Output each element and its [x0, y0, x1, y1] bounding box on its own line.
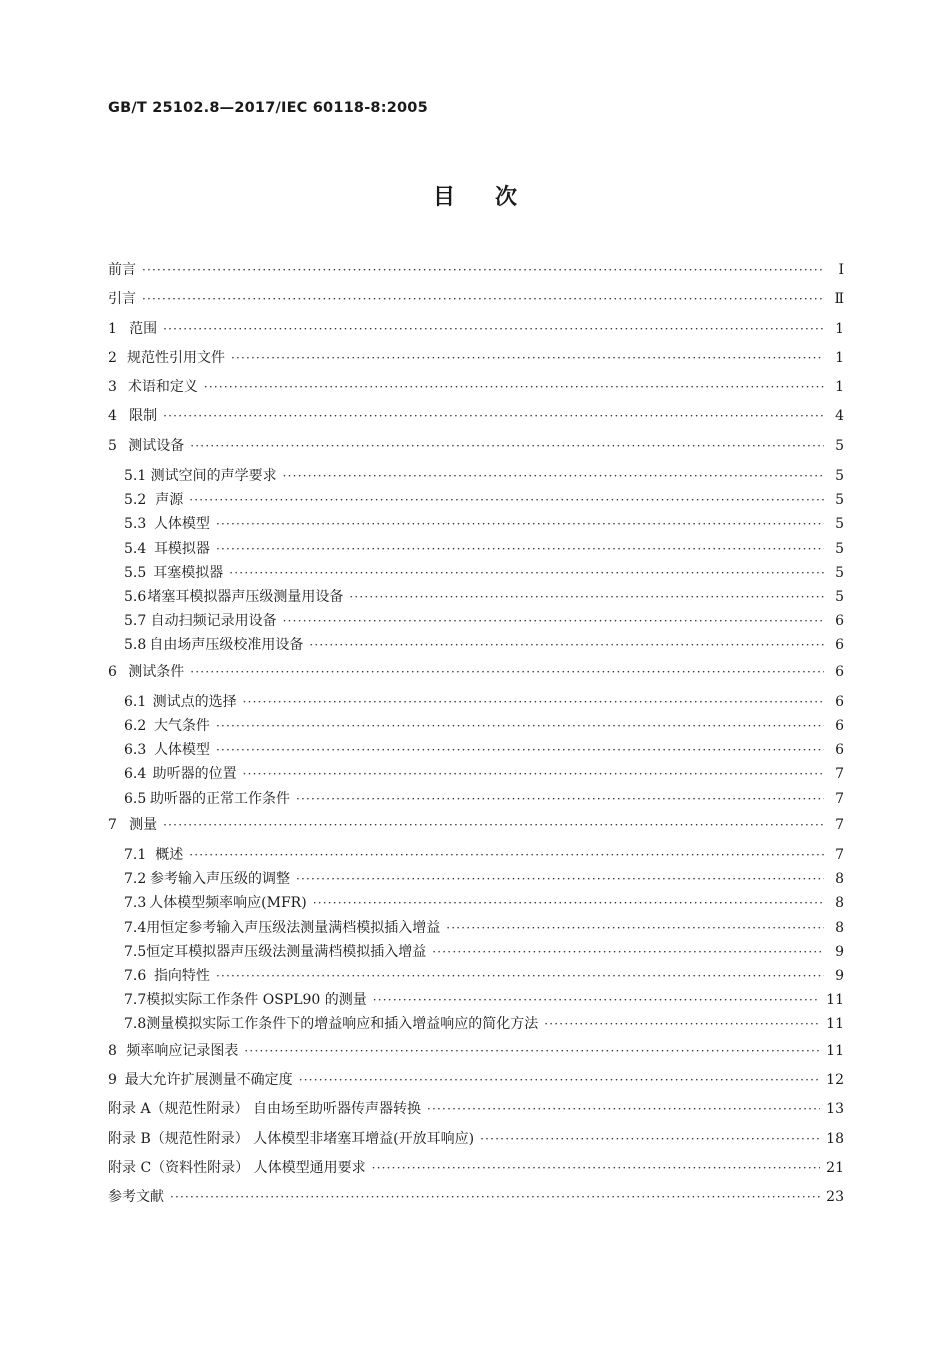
- toc-entry-label: 测试设备: [128, 437, 185, 454]
- toc-entry-number: 7.3: [124, 895, 147, 912]
- toc-entry[interactable]: [108, 964, 844, 988]
- toc-dot-leader: [170, 1183, 820, 1212]
- toc-entry-label: 耳模拟器: [153, 540, 210, 557]
- toc-entry-number: 8: [108, 1042, 117, 1059]
- toc-entry-number: 5.2: [124, 492, 147, 509]
- toc-entry-number: 5.5: [124, 564, 147, 581]
- toc-entry-label: 耳塞模拟器: [153, 564, 224, 581]
- toc-entry[interactable]: [108, 787, 844, 811]
- toc-entry[interactable]: [108, 512, 844, 536]
- toc-dot-leader: [163, 315, 824, 344]
- toc-entry-label: 自由场声压级校准用设备: [149, 637, 304, 654]
- toc-entry[interactable]: [108, 658, 844, 687]
- toc-entry-number: 5.3: [124, 516, 147, 533]
- toc-entry-number: 5.7: [124, 613, 147, 630]
- toc-entry[interactable]: [108, 633, 844, 657]
- toc-dot-leader: [313, 891, 824, 915]
- toc-entry-number: 5.4: [124, 540, 147, 557]
- toc-entry[interactable]: [108, 811, 844, 840]
- toc-entry[interactable]: [108, 1183, 844, 1212]
- toc-entry-page: 7: [835, 816, 844, 833]
- toc-entry-number: 6.2: [124, 718, 147, 735]
- toc-entry-number: 7.2: [124, 871, 147, 888]
- toc-entry-label: 助听器的位置: [152, 766, 237, 783]
- toc-entry-label: 测试条件: [128, 663, 185, 680]
- toc-entry[interactable]: [108, 537, 844, 561]
- toc-entry-label: 测量: [129, 816, 158, 833]
- toc-entry[interactable]: [108, 561, 844, 585]
- toc-entry-label: 频率响应记录图表: [126, 1042, 239, 1059]
- toc-entry[interactable]: [108, 988, 844, 1012]
- toc-entry-label: 堵塞耳模拟器声压级测量用设备: [147, 589, 344, 606]
- toc-dot-leader: [190, 432, 824, 461]
- toc-dot-leader: [349, 585, 824, 609]
- toc-entry[interactable]: [108, 609, 844, 633]
- toc-entry-label: 引言: [108, 291, 136, 308]
- toc-entry-number: 6.1: [124, 693, 147, 710]
- toc-entry-page: 6: [835, 718, 844, 735]
- toc-entry[interactable]: [108, 940, 844, 964]
- toc-entry-page: 1: [835, 349, 844, 366]
- toc-dot-leader: [299, 1066, 820, 1095]
- toc-entry-page: 8: [835, 919, 844, 936]
- toc-entry[interactable]: [108, 867, 844, 891]
- toc-entry-page: 4: [835, 408, 844, 425]
- toc-entry-number: 6.4: [124, 766, 147, 783]
- toc-entry-label: 人体模型: [153, 516, 210, 533]
- toc-entry[interactable]: [108, 432, 844, 461]
- toc-entry-label: 附录 C（资料性附录） 人体模型通用要求: [108, 1159, 366, 1176]
- toc-entry-label: 前言: [108, 262, 136, 278]
- toc-entry-page: 5: [835, 437, 844, 454]
- toc-entry-page: 21: [826, 1159, 844, 1176]
- toc-entry-number: 5.1: [124, 468, 147, 485]
- toc-dot-leader: [163, 811, 824, 840]
- toc-dot-leader: [243, 690, 824, 714]
- toc-dot-leader: [296, 867, 824, 891]
- toc-entry-page: 8: [835, 871, 844, 888]
- toc-dot-leader: [189, 488, 824, 512]
- toc-entry-label: 测试空间的声学要求: [150, 468, 277, 485]
- toc-entry-page: 11: [826, 1042, 844, 1059]
- toc-entry-label: 自动扫频记录用设备: [150, 613, 277, 630]
- toc-entry-page: 6: [835, 742, 844, 759]
- toc-entry[interactable]: [108, 1125, 844, 1154]
- toc-entry-label: 参考文献: [108, 1189, 164, 1206]
- toc-entry-label: 模拟实际工作条件 OSPL90 的测量: [146, 992, 367, 1009]
- toc-entry-page: 5: [835, 540, 844, 557]
- toc-entry-label: 指向特性: [153, 968, 210, 985]
- toc-entry-page: 5: [835, 492, 844, 509]
- toc-title: 目次: [432, 185, 557, 210]
- toc-dot-leader: [216, 964, 824, 988]
- toc-entry-label: 术语和定义: [127, 379, 198, 396]
- toc-entry-number: 6: [108, 663, 117, 680]
- toc-dot-leader: [480, 1125, 820, 1154]
- table-of-contents: [108, 256, 844, 1212]
- toc-entry-page: 7: [835, 847, 844, 864]
- toc-dot-leader: [204, 373, 824, 402]
- toc-entry-page: 9: [835, 943, 844, 960]
- toc-entry[interactable]: [108, 344, 844, 373]
- toc-entry[interactable]: [108, 916, 844, 940]
- toc-entry-page: 11: [826, 992, 844, 1009]
- toc-entry-label: 限制: [129, 408, 158, 425]
- toc-entry-number: 7.8: [124, 1016, 147, 1033]
- toc-entry-number: 5.6: [124, 589, 147, 606]
- toc-entry-label: 概述: [155, 847, 184, 864]
- toc-entry-page: 5: [835, 516, 844, 533]
- toc-entry[interactable]: [108, 373, 844, 402]
- toc-entry-label: 最大允许扩展测量不确定度: [124, 1071, 293, 1088]
- toc-entry-label: 附录 B（规范性附录） 人体模型非堵塞耳增益(开放耳响应): [108, 1130, 475, 1147]
- toc-entry-number: 2: [108, 349, 117, 366]
- toc-entry-page: 7: [835, 790, 844, 807]
- toc-entry[interactable]: [108, 891, 844, 915]
- toc-entry[interactable]: [108, 285, 844, 314]
- toc-dot-leader: [163, 402, 824, 431]
- toc-entry-page: 5: [835, 564, 844, 581]
- toc-entry-label: 大气条件: [153, 718, 210, 735]
- standard-code-header: GB/T 25102.8—2017/IEC 60118-8:2005: [108, 100, 428, 116]
- toc-dot-leader: [372, 1154, 821, 1183]
- toc-entry-page: 6: [835, 637, 844, 654]
- toc-entry[interactable]: [108, 690, 844, 714]
- toc-entry[interactable]: [108, 402, 844, 431]
- toc-dot-leader: [283, 464, 824, 488]
- toc-dot-leader: [216, 714, 824, 738]
- toc-dot-leader: [216, 512, 824, 536]
- toc-entry-number: 1: [108, 320, 117, 337]
- toc-dot-leader: [283, 609, 824, 633]
- toc-entry-label: 人体模型频率响应(MFR): [149, 895, 307, 912]
- toc-entry-page: Ⅰ: [838, 262, 844, 278]
- toc-entry-label: 测试点的选择: [152, 693, 237, 710]
- toc-entry-number: 7.4: [124, 919, 147, 936]
- toc-entry-number: 7: [108, 816, 117, 833]
- toc-dot-leader: [142, 256, 824, 285]
- toc-entry-number: 7.7: [124, 992, 147, 1009]
- toc-dot-leader: [309, 633, 824, 657]
- toc-entry-page: 7: [835, 766, 844, 783]
- toc-entry-label: 规范性引用文件: [126, 349, 225, 366]
- toc-entry-page: 18: [826, 1130, 844, 1147]
- toc-entry[interactable]: [108, 843, 844, 867]
- toc-entry[interactable]: [108, 1037, 844, 1066]
- toc-entry[interactable]: [108, 256, 844, 285]
- toc-entry[interactable]: [108, 738, 844, 762]
- toc-entry-number: 7.1: [124, 847, 147, 864]
- toc-entry-page: 6: [835, 693, 844, 710]
- toc-dot-leader: [190, 658, 824, 687]
- toc-entry[interactable]: [108, 714, 844, 738]
- toc-entry-number: 3: [108, 379, 117, 396]
- toc-entry-label: 测量模拟实际工作条件下的增益响应和插入增益响应的简化方法: [146, 1016, 539, 1033]
- toc-dot-leader: [244, 1037, 820, 1066]
- toc-dot-leader: [216, 738, 824, 762]
- toc-entry-page: 11: [826, 1016, 844, 1033]
- toc-entry-label: 人体模型: [153, 742, 210, 759]
- toc-entry-page: 8: [835, 895, 844, 912]
- toc-dot-leader: [229, 561, 824, 585]
- toc-entry[interactable]: [108, 1095, 844, 1124]
- toc-entry-page: 23: [826, 1189, 844, 1206]
- toc-entry-label: 附录 A（规范性附录） 自由场至助听器传声器转换: [108, 1101, 422, 1118]
- toc-entry-number: 5.8: [124, 637, 147, 654]
- toc-entry-page: 1: [835, 320, 844, 337]
- toc-entry[interactable]: [108, 762, 844, 786]
- toc-dot-leader: [189, 843, 824, 867]
- toc-entry-number: 9: [108, 1071, 117, 1088]
- toc-entry-page: 5: [835, 589, 844, 606]
- toc-dot-leader: [296, 787, 824, 811]
- toc-dot-leader: [231, 344, 824, 373]
- toc-entry[interactable]: [108, 315, 844, 344]
- toc-dot-leader: [243, 762, 824, 786]
- toc-entry[interactable]: [108, 585, 844, 609]
- toc-entry[interactable]: [108, 488, 844, 512]
- toc-entry-label: 助听器的正常工作条件: [150, 790, 290, 807]
- toc-entry-number: 5: [108, 437, 117, 454]
- toc-entry[interactable]: [108, 464, 844, 488]
- toc-entry-label: 恒定耳模拟器声压级法测量满档模拟插入增益: [146, 943, 427, 960]
- toc-entry-page: 5: [835, 468, 844, 485]
- toc-dot-leader: [432, 940, 824, 964]
- toc-dot-leader: [544, 1012, 820, 1036]
- toc-entry-number: 6.3: [124, 742, 147, 759]
- toc-entry[interactable]: [108, 1012, 844, 1036]
- toc-entry-label: 参考输入声压级的调整: [150, 871, 290, 888]
- toc-entry-label: 用恒定参考输入声压级法测量满档模拟插入增益: [146, 919, 441, 936]
- toc-entry-label: 范围: [129, 320, 158, 337]
- toc-entry-page: 1: [835, 379, 844, 396]
- toc-entry-number: 7.6: [124, 968, 147, 985]
- toc-entry[interactable]: [108, 1154, 844, 1183]
- toc-entry[interactable]: [108, 1066, 844, 1095]
- toc-entry-page: 13: [826, 1101, 844, 1118]
- toc-dot-leader: [427, 1095, 820, 1124]
- toc-entry-page: 9: [835, 968, 844, 985]
- toc-entry-page: 6: [835, 663, 844, 680]
- toc-dot-leader: [142, 285, 824, 314]
- toc-entry-page: 12: [826, 1071, 844, 1088]
- toc-dot-leader: [446, 916, 824, 940]
- toc-entry-number: 4: [108, 408, 117, 425]
- toc-dot-leader: [373, 988, 820, 1012]
- toc-entry-number: 6.5: [124, 790, 147, 807]
- toc-dot-leader: [216, 537, 824, 561]
- toc-entry-number: 7.5: [124, 943, 147, 960]
- toc-entry-page: 6: [835, 613, 844, 630]
- toc-entry-page: Ⅱ: [834, 291, 844, 308]
- toc-entry-label: 声源: [155, 492, 184, 509]
